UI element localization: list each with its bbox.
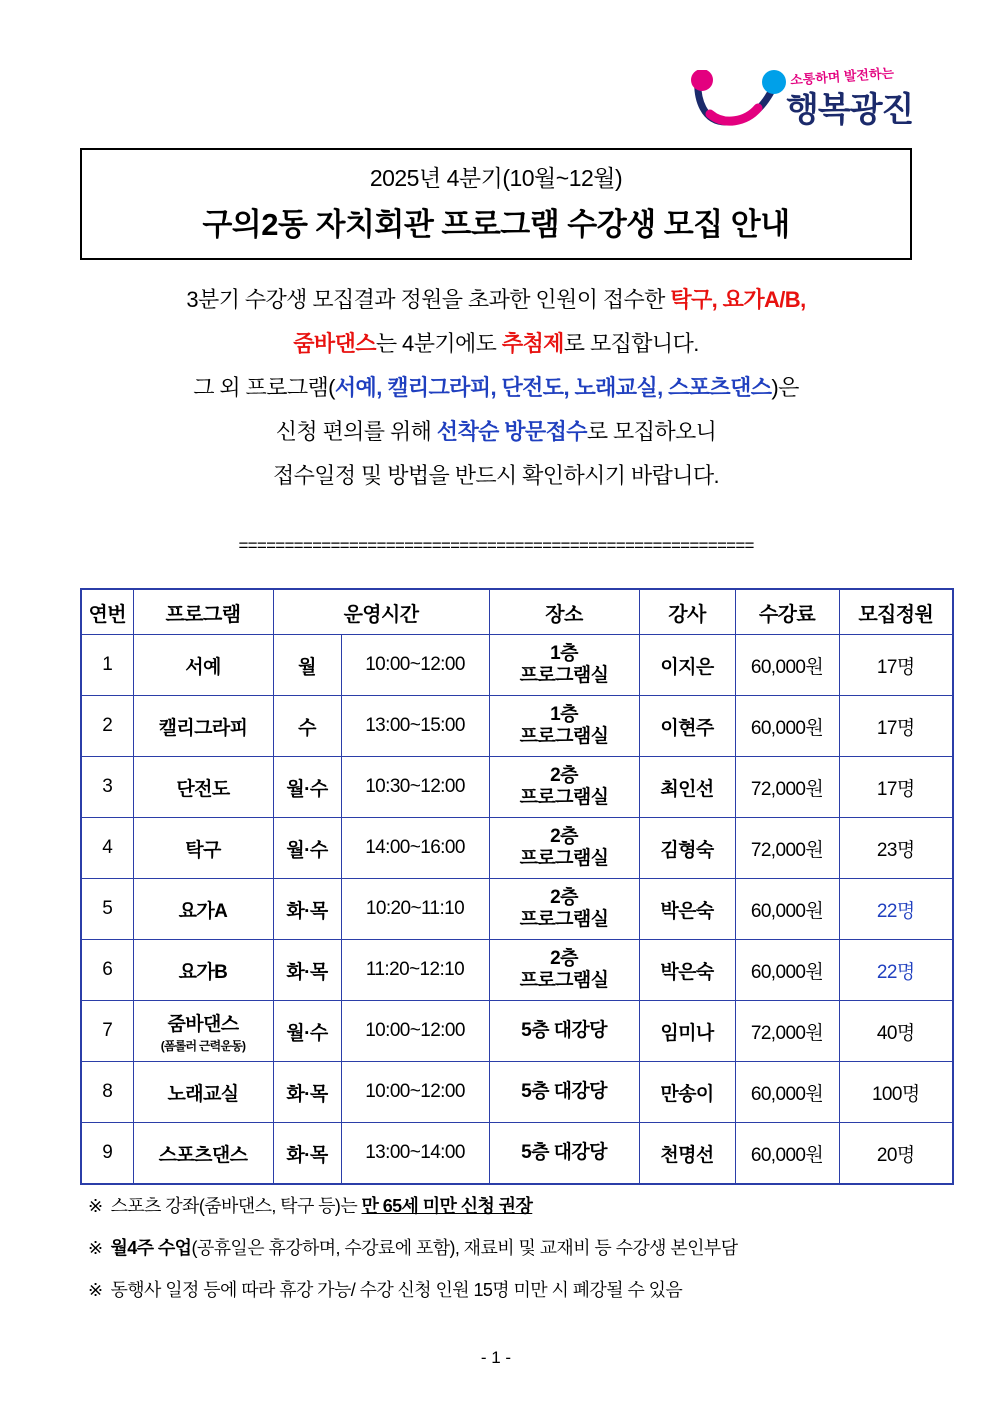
cell-time: 10:30~12:00 — [341, 757, 489, 818]
cell-fee: 60,000원 — [735, 879, 839, 940]
cell-no: 9 — [81, 1123, 133, 1185]
cell-program — [133, 940, 273, 1001]
cell-teacher: 이지은 — [639, 635, 735, 696]
cell-place — [489, 1123, 639, 1185]
header-teacher: 강사 — [639, 589, 735, 635]
intro-line2-highlight-1: 줌바댄스 — [293, 331, 376, 356]
program-name: 탁구 — [185, 839, 221, 861]
table-row — [81, 757, 953, 818]
intro-line1-part-a: 3분기 수강생 모집결과 정원을 초과한 인원이 접수한 — [186, 287, 671, 312]
intro-line2-part-b: 는 4분기에도 — [375, 331, 502, 356]
cell-day: 월·수 — [273, 818, 341, 879]
program-name: 단전도 — [176, 778, 230, 800]
cell-program — [133, 879, 273, 940]
program-subtitle: (폼롤러 근력운동) — [160, 1038, 246, 1053]
table-row — [81, 635, 953, 696]
place-line: 2층 — [550, 765, 578, 787]
cell-program — [133, 757, 273, 818]
place-line: 5층 대강당 — [521, 1142, 607, 1164]
cell-fee: 60,000원 — [735, 940, 839, 1001]
cell-place — [489, 1001, 639, 1062]
cell-day: 월 — [273, 635, 341, 696]
place-line: 프로그램실 — [519, 848, 609, 869]
intro-line1-highlight: 탁구, 요가A/B, — [670, 287, 806, 312]
cell-time: 10:20~11:10 — [341, 879, 489, 940]
cell-time: 11:20~12:10 — [341, 940, 489, 1001]
table-row — [81, 940, 953, 1001]
title-box — [80, 148, 912, 260]
cell-fee: 72,000원 — [735, 1001, 839, 1062]
cell-teacher: 이현주 — [639, 696, 735, 757]
cell-place — [489, 696, 639, 757]
table-row — [81, 1123, 953, 1185]
cell-capacity: 100명 — [839, 1062, 953, 1123]
table-row — [81, 879, 953, 940]
table-body — [81, 635, 953, 1185]
note-2-post: (공휴일은 휴강하며, 수강료에 포함), 재료비 및 교재비 등 수강생 본인부담 — [191, 1238, 738, 1258]
place-line: 프로그램실 — [519, 665, 609, 686]
intro-line4-highlight: 선착순 방문접수 — [436, 419, 587, 444]
cell-teacher: 박은숙 — [639, 879, 735, 940]
cell-teacher: 박은숙 — [639, 940, 735, 1001]
logo-swoosh-icon — [690, 70, 786, 132]
cell-place — [489, 757, 639, 818]
cell-fee: 60,000원 — [735, 696, 839, 757]
program-name: 노래교실 — [167, 1083, 239, 1105]
cell-day: 월·수 — [273, 1001, 341, 1062]
intro-line3-highlight: 서예, 캘리그라피, 단전도, 노래교실, 스포츠댄스 — [334, 375, 772, 400]
note-3-text: 동행사 일정 등에 따라 휴강 가능/ 수강 신청 인원 15명 미만 시 폐강될 수 있음 — [110, 1280, 683, 1300]
cell-capacity: 20명 — [839, 1123, 953, 1185]
page-title: 구의2동 자치회관 프로그램 수강생 모집 안내 — [202, 207, 790, 242]
header-fee: 수강료 — [735, 589, 839, 635]
cell-program — [133, 696, 273, 757]
cell-no: 3 — [81, 757, 133, 818]
header-no: 연번 — [81, 589, 133, 635]
section-divider: ======================================================== — [238, 538, 754, 557]
intro-line2-part-c: 로 모집합니다. — [563, 331, 699, 356]
intro-text — [70, 278, 922, 498]
page-footer: - 1 - — [480, 1348, 512, 1367]
note-1-strong: 만 65세 미만 신청 권장 — [361, 1196, 533, 1216]
header-capacity: 모집정원 — [839, 589, 953, 635]
cell-time: 10:00~12:00 — [341, 1062, 489, 1123]
cell-fee: 60,000원 — [735, 1062, 839, 1123]
cell-no: 7 — [81, 1001, 133, 1062]
header-program: 프로그램 — [133, 589, 273, 635]
program-table-wrap — [80, 588, 934, 1185]
cell-fee: 72,000원 — [735, 757, 839, 818]
cell-capacity: 17명 — [839, 696, 953, 757]
logo-name: 행복광진 — [786, 91, 914, 129]
cell-program — [133, 1001, 273, 1062]
table-row — [81, 1062, 953, 1123]
cell-time: 13:00~15:00 — [341, 696, 489, 757]
header-place: 장소 — [489, 589, 639, 635]
cell-program — [133, 1123, 273, 1185]
table-header-row — [81, 589, 953, 635]
note-2-mark: ※ — [88, 1238, 103, 1258]
place-line: 프로그램실 — [519, 787, 609, 808]
cell-teacher: 임미나 — [639, 1001, 735, 1062]
cell-time: 10:00~12:00 — [341, 1001, 489, 1062]
place-line: 1층 — [550, 643, 578, 665]
gwangjin-logo — [690, 62, 930, 142]
cell-program — [133, 818, 273, 879]
program-table — [80, 588, 954, 1185]
header-schedule: 운영시간 — [273, 589, 489, 635]
cell-teacher: 천명선 — [639, 1123, 735, 1185]
table-row — [81, 818, 953, 879]
cell-program — [133, 635, 273, 696]
intro-line-3 — [70, 366, 922, 410]
cell-place — [489, 635, 639, 696]
cell-capacity: 17명 — [839, 635, 953, 696]
intro-line4-part-a: 신청 편의를 위해 — [275, 419, 437, 444]
note-2 — [88, 1234, 928, 1260]
intro-line4-part-b: 로 모집하오니 — [586, 419, 717, 444]
program-name: 요가B — [178, 961, 228, 983]
place-line: 2층 — [550, 948, 578, 970]
cell-fee: 60,000원 — [735, 635, 839, 696]
cell-day: 수 — [273, 696, 341, 757]
place-line: 프로그램실 — [519, 726, 609, 747]
cell-capacity: 17명 — [839, 757, 953, 818]
place-line: 2층 — [550, 887, 578, 909]
cell-fee: 60,000원 — [735, 1123, 839, 1185]
cell-no: 5 — [81, 879, 133, 940]
cell-day: 화·목 — [273, 940, 341, 1001]
note-3 — [88, 1276, 928, 1302]
cell-teacher: 최인선 — [639, 757, 735, 818]
notes-section — [88, 1192, 928, 1318]
cell-teacher: 만송이 — [639, 1062, 735, 1123]
cell-no: 4 — [81, 818, 133, 879]
cell-no: 1 — [81, 635, 133, 696]
intro-line3-part-b: )은 — [771, 375, 799, 400]
cell-day: 화·목 — [273, 1062, 341, 1123]
program-name: 줌바댄스 — [167, 1013, 239, 1035]
cell-no: 8 — [81, 1062, 133, 1123]
cell-time: 14:00~16:00 — [341, 818, 489, 879]
cell-time: 13:00~14:00 — [341, 1123, 489, 1185]
cell-day: 화·목 — [273, 1123, 341, 1185]
cell-teacher: 김형숙 — [639, 818, 735, 879]
cell-time: 10:00~12:00 — [341, 635, 489, 696]
cell-no: 2 — [81, 696, 133, 757]
cell-place — [489, 940, 639, 1001]
cell-program — [133, 1062, 273, 1123]
cell-fee: 72,000원 — [735, 818, 839, 879]
cell-no: 6 — [81, 940, 133, 1001]
cell-place — [489, 1062, 639, 1123]
table-row — [81, 696, 953, 757]
place-line: 5층 대강당 — [521, 1081, 607, 1103]
program-name: 요가A — [178, 900, 228, 922]
cell-capacity: 22명 — [839, 940, 953, 1001]
cell-place — [489, 879, 639, 940]
note-1 — [88, 1192, 928, 1218]
intro-line-5: 접수일정 및 방법을 반드시 확인하시기 바랍니다. — [272, 463, 720, 488]
note-1-mark: ※ — [88, 1196, 103, 1216]
place-line: 프로그램실 — [519, 909, 609, 930]
note-1-pre: 스포츠 강좌(줌바댄스, 탁구 등)는 — [110, 1196, 362, 1216]
intro-line-4 — [70, 410, 922, 454]
program-name: 스포츠댄스 — [158, 1144, 248, 1166]
cell-capacity: 23명 — [839, 818, 953, 879]
cell-capacity: 22명 — [839, 879, 953, 940]
intro-line-2 — [70, 322, 922, 366]
place-line: 5층 대강당 — [521, 1020, 607, 1042]
cell-place — [489, 818, 639, 879]
cell-capacity: 40명 — [839, 1001, 953, 1062]
place-line: 1층 — [550, 704, 578, 726]
logo-tagline: 소통하며 발전하는 — [789, 65, 895, 88]
table-row — [81, 1001, 953, 1062]
place-line: 2층 — [550, 826, 578, 848]
title-subtitle: 2025년 4분기(10월~12월) — [369, 165, 623, 191]
place-line: 프로그램실 — [519, 970, 609, 991]
intro-line3-part-a: 그 외 프로그램( — [193, 375, 335, 400]
intro-line2-highlight-2: 추첨제 — [501, 331, 564, 356]
program-name: 서예 — [185, 656, 221, 678]
intro-line-1 — [70, 278, 922, 322]
cell-day: 월·수 — [273, 757, 341, 818]
program-name: 캘리그라피 — [158, 717, 248, 739]
note-3-mark: ※ — [88, 1280, 103, 1300]
note-2-bold: 월4주 수업 — [110, 1238, 192, 1258]
cell-day: 화·목 — [273, 879, 341, 940]
